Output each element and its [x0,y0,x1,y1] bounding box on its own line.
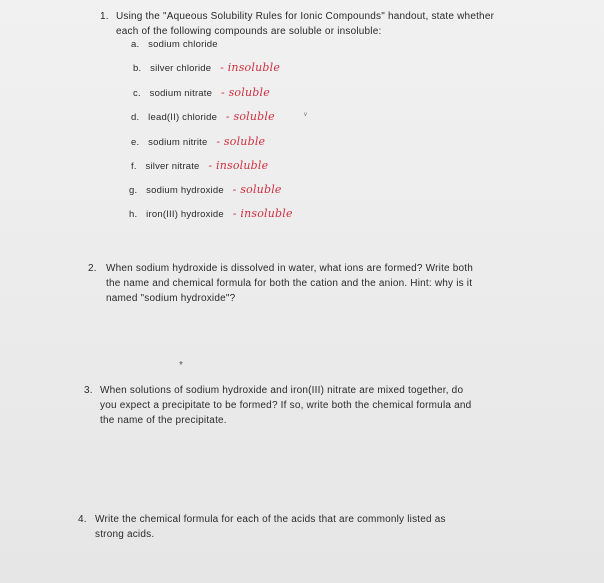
q1-item-f [131,160,268,173]
stray-mark: * [179,360,183,371]
item-answer: - insoluble [208,159,269,172]
item-letter: c. [133,88,141,99]
q1-item-c [133,87,270,100]
item-compound: iron(III) hydroxide [146,209,224,220]
question-4 [78,512,548,544]
q1-item-h [129,208,293,221]
item-answer: - soluble [216,135,266,148]
item-letter: h. [129,209,138,220]
question-2-text: When sodium hydroxide is dissolved in water, what ions are formed? Write both the name and chemical formula for both the cation and the anion. Hint: why is it named "sodium hydroxide"? [106,263,474,304]
question-1-text: Using the "Aqueous Solubility Rules for Ionic Compounds" handout, state whether each of the following compounds are soluble or insoluble: [116,11,495,37]
question-1 [100,9,570,39]
item-compound: silver nitrate [145,161,200,172]
q1-item-e [131,136,265,149]
item-letter: g. [129,185,138,196]
q1-item-a [131,38,224,51]
item-letter: a. [131,39,140,50]
question-3-number: 3. [84,385,93,396]
question-2-number: 2. [88,263,97,274]
item-answer: - soluble [232,183,282,196]
q1-item-d [131,111,275,124]
question-1-number: 1. [100,11,109,22]
q1-item-b [133,62,280,75]
item-answer: - insoluble [232,207,293,220]
item-compound: sodium nitrate [149,88,213,99]
item-letter: e. [131,137,140,148]
question-3 [84,383,554,429]
item-compound: sodium hydroxide [146,185,224,196]
question-4-text: Write the chemical formula for each of the acids that are commonly listed as strong acids. [95,514,446,540]
item-compound: silver chloride [150,63,212,74]
item-compound: lead(II) chloride [148,112,218,123]
question-3-text: When solutions of sodium hydroxide and iron(III) nitrate are mixed together, do you expect a precipitate to be formed? If so, write both the chemical formula and the name of the precipitate. [100,385,472,426]
item-letter: f. [131,161,137,172]
check-mark-icon: ᵛ [304,110,307,120]
q1-item-g [129,184,282,197]
item-letter: b. [133,63,142,74]
item-compound: sodium nitrite [148,137,208,148]
item-letter: d. [131,112,140,123]
item-compound: sodium chloride [148,39,218,50]
question-4-number: 4. [78,514,87,525]
question-2 [88,261,558,307]
item-answer: - soluble [225,110,275,123]
item-answer: - soluble [220,86,270,99]
item-answer: - insoluble [220,61,281,74]
